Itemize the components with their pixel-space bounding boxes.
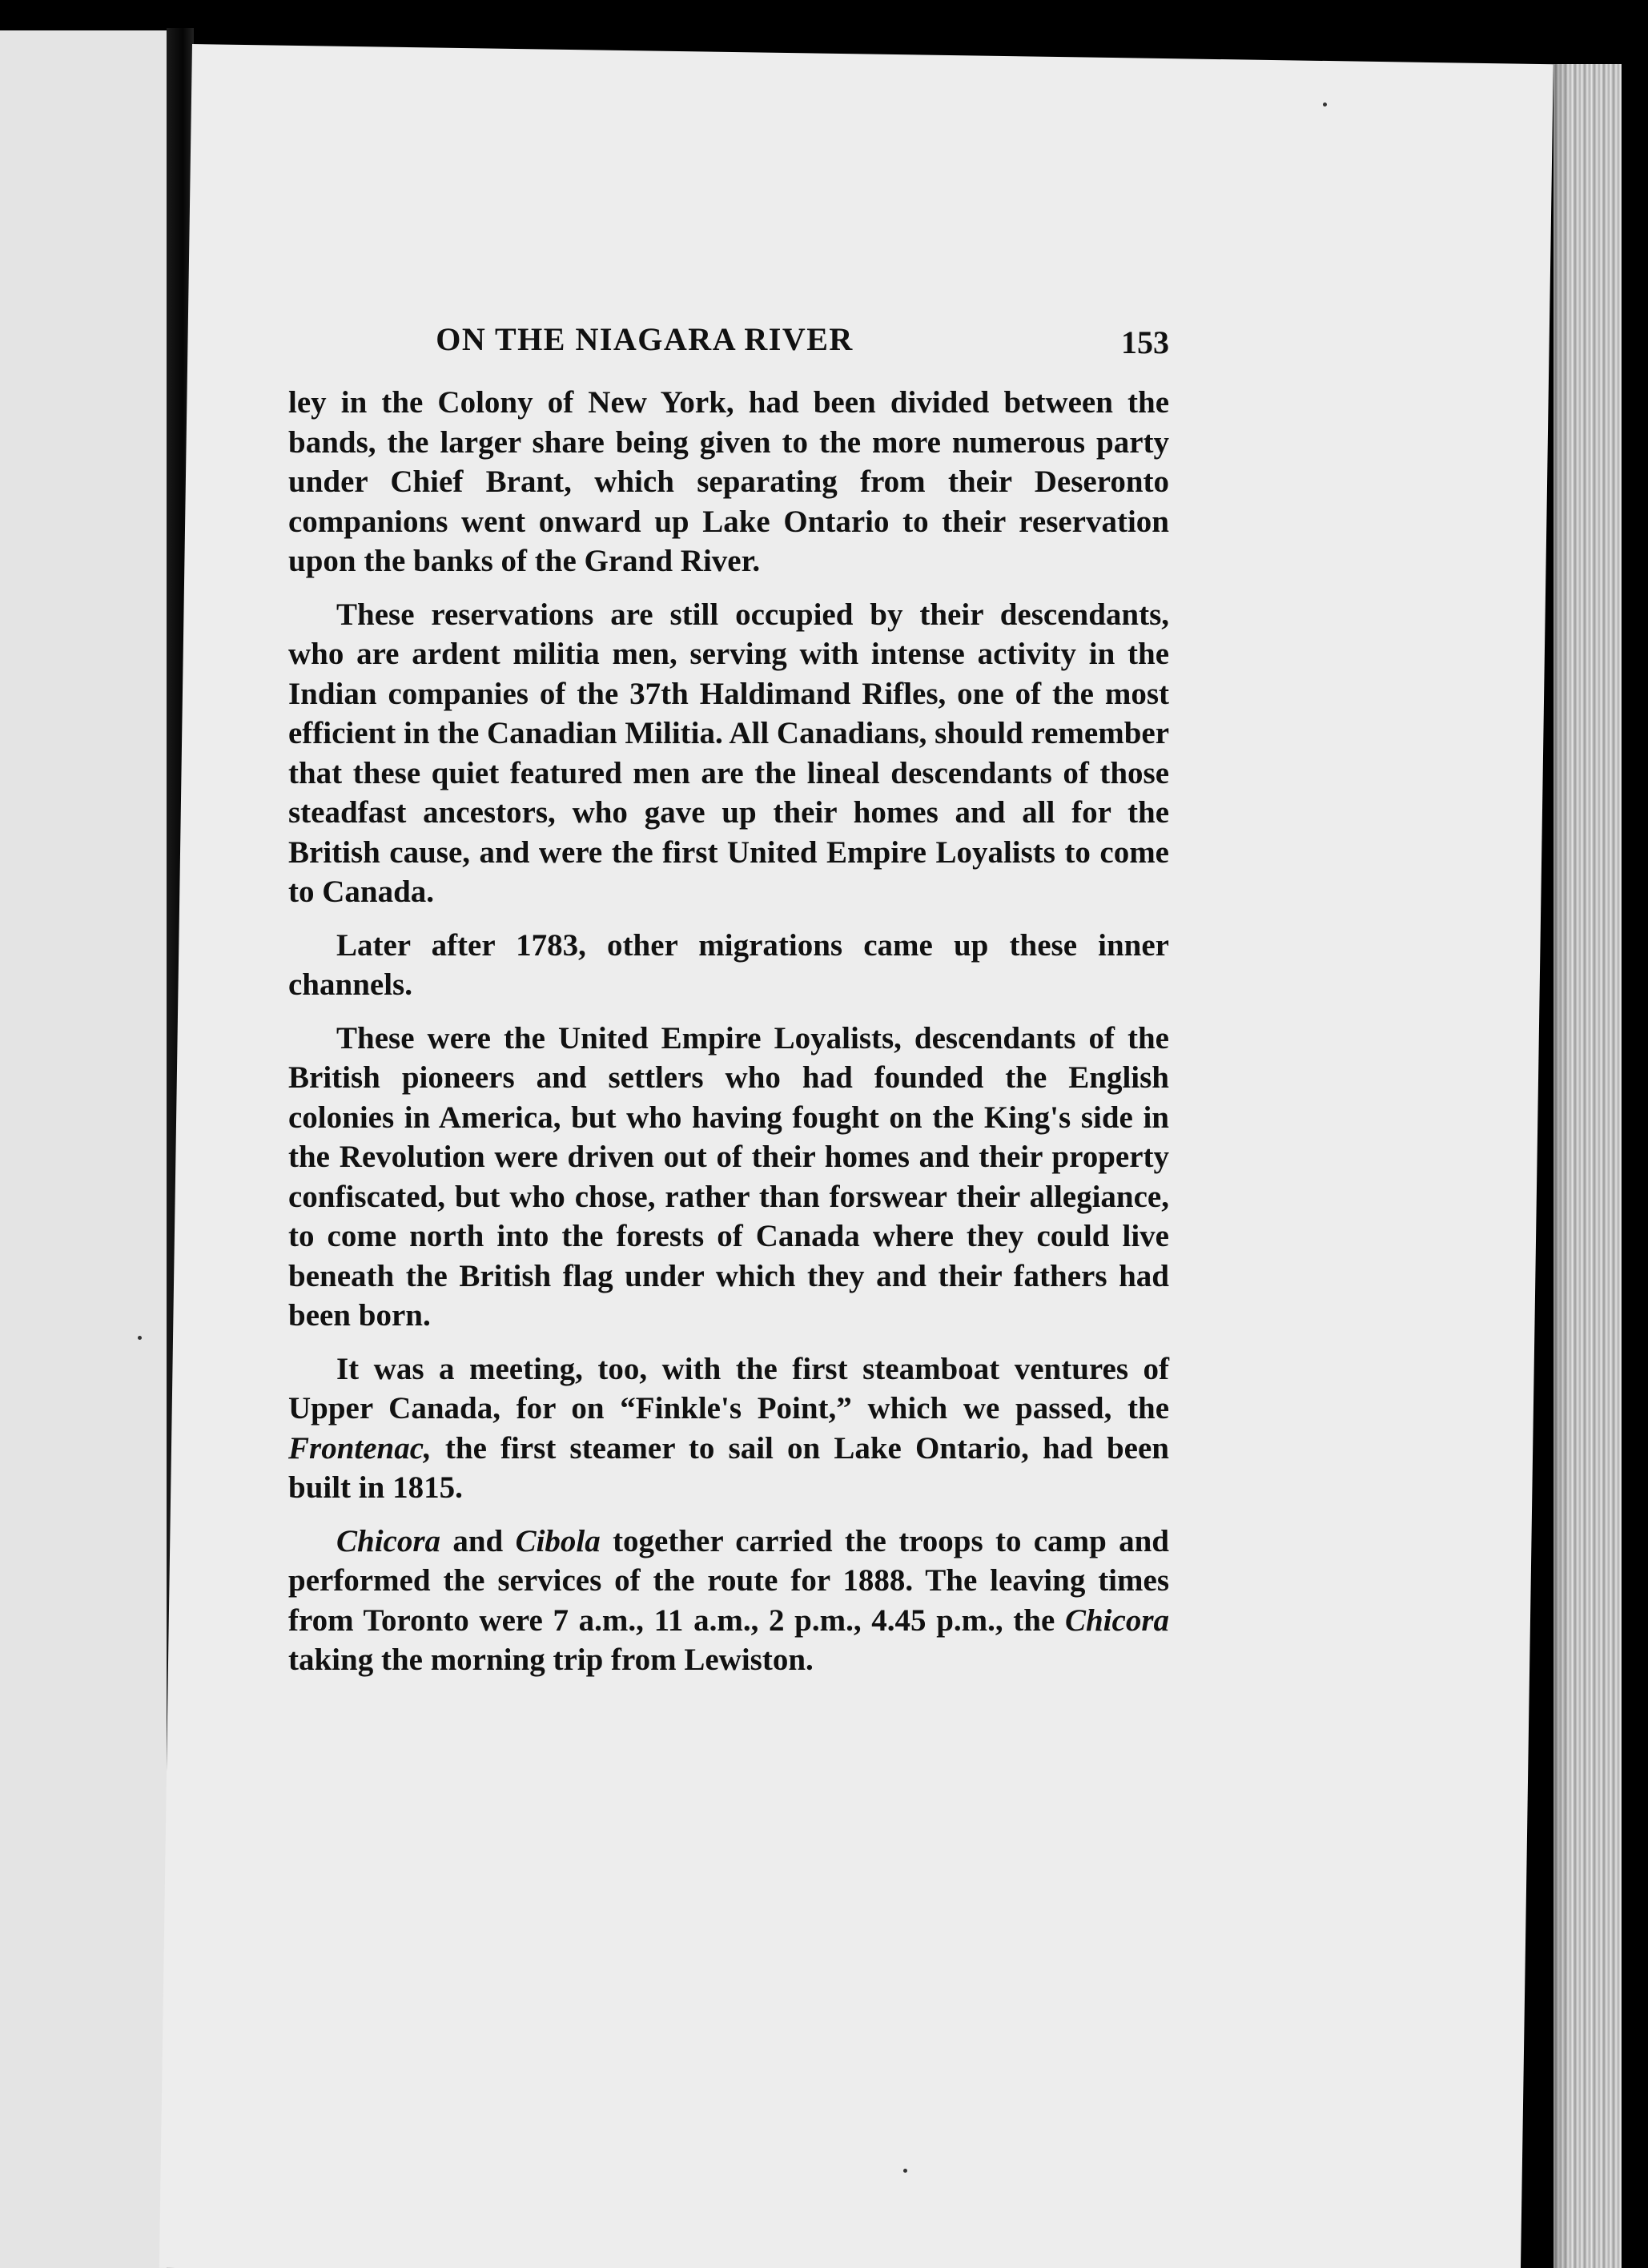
- ship-name: Cibola: [515, 1523, 601, 1558]
- paragraph-text: the first steamer to sail on Lake Ontario, had been built in 1815.: [288, 1430, 1169, 1505]
- paragraph-text: together carried the troops to camp and performed the services of the route for 1888. The leaving times from Toronto were 7 a.m., 11 a.m., 2 p.m., 4.45 p.m., the: [288, 1523, 1169, 1638]
- running-title: ON THE NIAGARA RIVER: [436, 321, 854, 357]
- ship-name: Chicora: [336, 1523, 441, 1558]
- page-edge-shadow: [1554, 64, 1570, 2268]
- scan-speck: [1323, 103, 1327, 107]
- scan-speck: [903, 2169, 907, 2173]
- paragraph-text: It was a meeting, too, with the first steamboat ventures of Upper Canada, for on “Finkle's Point,” which we passed, the: [288, 1351, 1169, 1426]
- paragraph: Later after 1783, other migrations came up these inner channels.: [288, 927, 1169, 1002]
- scan-speck: [138, 1336, 142, 1340]
- facing-page-margin: [0, 30, 167, 2268]
- page-number: 153: [1121, 324, 1169, 360]
- body-text: [288, 383, 1169, 1680]
- paragraph: [288, 1522, 1169, 1680]
- running-head: [300, 320, 1169, 368]
- ship-name: Frontenac,: [288, 1430, 432, 1466]
- paragraph-text: taking the morning trip from Lewiston.: [288, 1643, 814, 1677]
- paragraph: These were the United Empire Loyalists, descendants of the British pioneers and settlers who had founded the English colonies in America, but who having fought on the King's side in the Revolution were driven out of their homes and their property confiscated, but who chose, rather than forswear their allegiance, to come north into the forests of Canada where they could live beneath the British flag under which they and their fathers had been born.: [288, 1020, 1169, 1333]
- ship-name: Chicora: [1064, 1602, 1169, 1638]
- paragraph-text: and: [440, 1523, 516, 1558]
- paragraph: These reservations are still occupied by their descendants, who are ardent militia men, serving with intense activity in the Indian companies of the 37th Haldimand Rifles, one of the most efficient in the Canadian Militia. All Canadians, should remember that these quiet featured men are the lineal descendants of those steadfast ancestors, who gave up their homes and all for the British cause, and were the first United Empire Loyalists to come to Canada.: [288, 597, 1169, 909]
- paragraph: ley in the Colony of New York, had been divided between the bands, the larger share being given to the more numerous party under Chief Brant, which separating from their Deseronto companions went onward up Lake Ontario to their reservation upon the banks of the Grand River.: [288, 385, 1169, 578]
- paragraph: [288, 1349, 1169, 1508]
